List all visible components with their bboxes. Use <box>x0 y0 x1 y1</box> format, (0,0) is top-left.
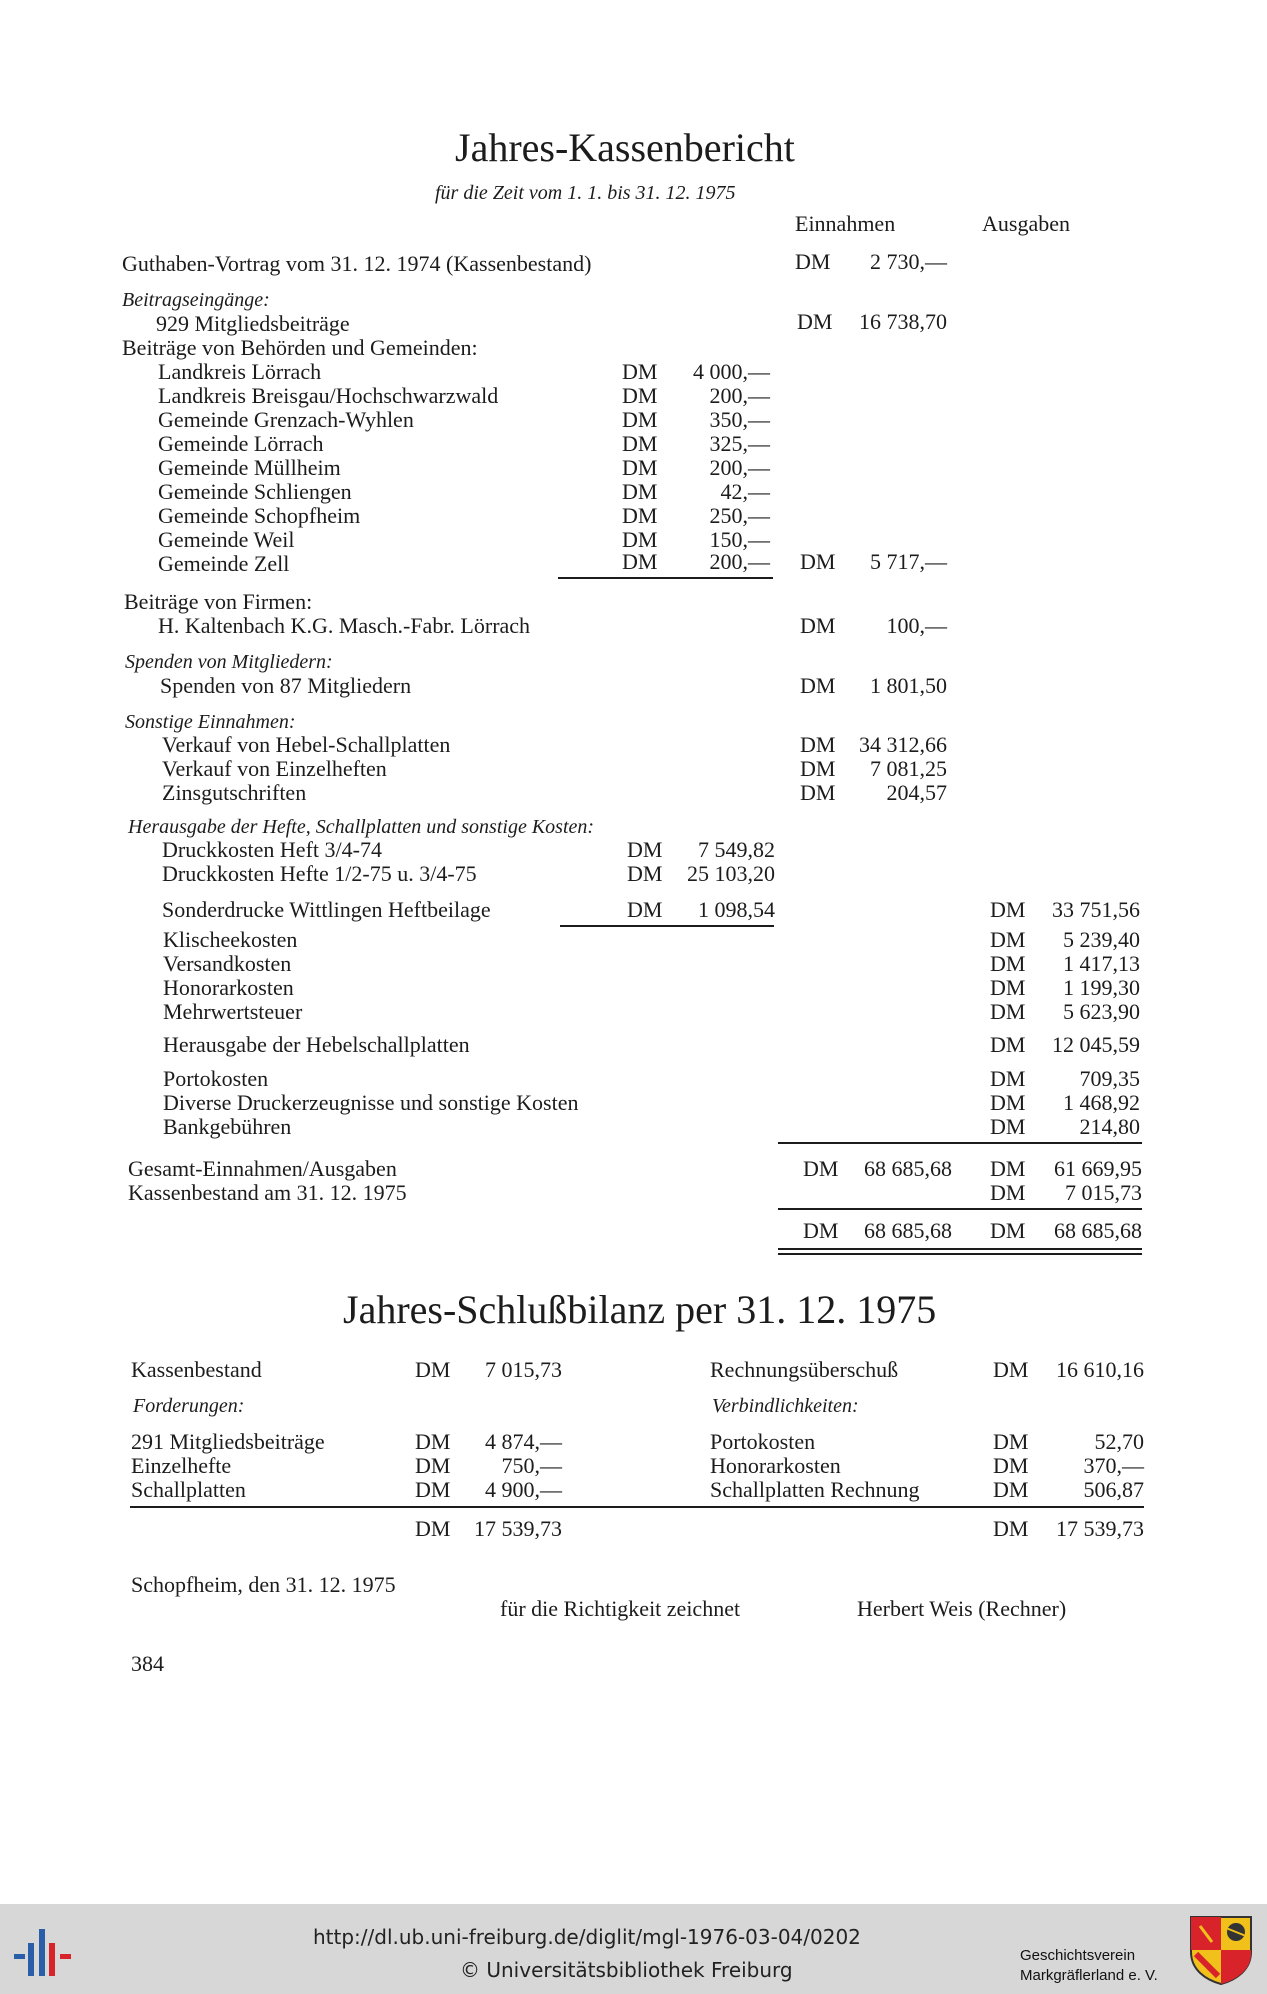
forderung-label: Einzelhefte <box>131 1453 232 1478</box>
behoerde-amount: 150,— <box>709 527 770 552</box>
sonstige-currency: DM <box>800 780 836 805</box>
sonstige-label: Zinsgutschriften <box>162 780 307 805</box>
behoerde-label: Landkreis Breisgau/Hochschwarzwald <box>158 383 499 408</box>
bilanz-ueberschuss-label: Rechnungsüberschuß <box>710 1357 899 1382</box>
final-einnahmen-currency: DM <box>803 1218 839 1243</box>
kosten-amount: 709,35 <box>1079 1066 1140 1091</box>
forderung-amount: 4 900,— <box>485 1477 562 1502</box>
verbindlichkeit-label: Portokosten <box>710 1429 816 1454</box>
verbindlichkeit-amount: 506,87 <box>1083 1477 1144 1502</box>
behoerde-currency: DM <box>622 359 658 384</box>
kosten-currency: DM <box>990 927 1026 952</box>
report-title: Jahres-Kassenbericht <box>455 125 795 170</box>
column-header-einnahmen: Einnahmen <box>795 211 896 236</box>
gesamt-einnahmen-currency: DM <box>803 1156 839 1181</box>
sonstige-heading: Sonstige Einnahmen: <box>125 711 296 733</box>
kosten-amount: 1 199,30 <box>1063 975 1140 1000</box>
final-double-rule-1 <box>778 1248 1142 1250</box>
forderung-label: 291 Mitgliedsbeiträge <box>131 1429 325 1454</box>
sonstige-currency: DM <box>800 756 836 781</box>
behoerde-amount: 200,— <box>709 383 770 408</box>
kassenbestand-label: Kassenbestand am 31. 12. 1975 <box>128 1180 407 1205</box>
bilanz-left-total-amount: 17 539,73 <box>474 1516 562 1541</box>
kosten-label: Honorarkosten <box>163 975 294 1000</box>
behoerde-label: Gemeinde Lörrach <box>158 431 324 456</box>
behoerde-currency: DM <box>622 431 658 456</box>
druck-total-currency: DM <box>990 897 1026 922</box>
guthaben-label: Guthaben-Vortrag vom 31. 12. 1974 (Kassenbestand) <box>122 251 592 276</box>
druck-label: Druckkosten Hefte 1/2-75 u. 3/4-75 <box>162 861 477 886</box>
forderungen-heading: Forderungen: <box>133 1395 245 1417</box>
mitglied-amount: 16 738,70 <box>859 309 947 334</box>
behoerde-amount: 200,— <box>709 455 770 480</box>
behoerde-amount: 250,— <box>709 503 770 528</box>
final-rule-top <box>778 1208 1142 1210</box>
hebel-amount: 12 045,59 <box>1052 1032 1140 1057</box>
kosten-label: Portokosten <box>163 1066 269 1091</box>
verbindlichkeit-currency: DM <box>993 1477 1029 1502</box>
kassenbestand-amount: 7 015,73 <box>1065 1180 1142 1205</box>
column-header-ausgaben: Ausgaben <box>982 211 1070 236</box>
behoerde-amount: 325,— <box>709 431 770 456</box>
spenden-heading: Spenden von Mitgliedern: <box>125 651 333 673</box>
firma-label: H. Kaltenbach K.G. Masch.-Fabr. Lörrach <box>158 613 531 638</box>
sonstige-currency: DM <box>800 732 836 757</box>
verbindlichkeit-currency: DM <box>993 1453 1029 1478</box>
ub-logo <box>14 1916 76 1982</box>
kosten-amount: 5 239,40 <box>1063 927 1140 952</box>
druck-subtotal-rule <box>560 925 774 927</box>
herausgabe-heading: Herausgabe der Hefte, Schallplatten und sonstige Kosten: <box>128 816 595 838</box>
final-ausgaben-amount: 68 685,68 <box>1054 1218 1142 1243</box>
behoerde-currency: DM <box>622 527 658 552</box>
kosten-currency: DM <box>990 1090 1026 1115</box>
forderung-label: Schallplatten <box>131 1477 246 1502</box>
druck-currency: DM <box>627 897 663 922</box>
druck-currency: DM <box>627 861 663 886</box>
place-date: Schopfheim, den 31. 12. 1975 <box>131 1572 396 1597</box>
bilanz-left-rule <box>130 1506 708 1508</box>
behoerde-amount: 42,— <box>720 479 770 504</box>
kosten-currency: DM <box>990 975 1026 1000</box>
verbindlichkeit-amount: 370,— <box>1083 1453 1144 1478</box>
beitrag-heading: Beitragseingänge: <box>122 289 270 311</box>
druck-currency: DM <box>627 837 663 862</box>
gesamt-ausgaben-currency: DM <box>990 1156 1026 1181</box>
hebel-currency: DM <box>990 1032 1026 1057</box>
forderung-amount: 4 874,— <box>485 1429 562 1454</box>
behoerde-label: Gemeinde Zell <box>158 551 290 576</box>
verbindlichkeit-currency: DM <box>993 1429 1029 1454</box>
behoerde-label: Gemeinde Weil <box>158 527 295 552</box>
bilanz-kassenbestand-label: Kassenbestand <box>131 1357 262 1382</box>
druck-total-amount: 33 751,56 <box>1052 897 1140 922</box>
final-ausgaben-currency: DM <box>990 1218 1026 1243</box>
hebel-label: Herausgabe der Hebelschallplatten <box>163 1032 470 1057</box>
druck-label: Sonderdrucke Wittlingen Heftbeilage <box>162 897 491 922</box>
ub-logo-mark <box>14 1916 76 1982</box>
mitglied-currency: DM <box>797 309 833 334</box>
page-number: 384 <box>131 1651 164 1676</box>
forderung-currency: DM <box>415 1453 451 1478</box>
sonstige-label: Verkauf von Einzelheften <box>162 756 387 781</box>
signatory-name: Herbert Weis (Rechner) <box>857 1596 1067 1621</box>
kosten-label: Klischeekosten <box>163 927 298 952</box>
kosten-currency: DM <box>990 1066 1026 1091</box>
bilanz-kassenbestand-amount: 7 015,73 <box>485 1357 562 1382</box>
bilanz-kassenbestand-currency: DM <box>415 1357 451 1382</box>
druck-amount: 7 549,82 <box>698 837 775 862</box>
kosten-currency: DM <box>990 999 1026 1024</box>
sonstige-label: Verkauf von Hebel-Schallplatten <box>162 732 451 757</box>
footer-url[interactable]: http://dl.ub.uni-freiburg.de/diglit/mgl-1976-03-04/0202 <box>313 1925 861 1949</box>
behoerde-label: Gemeinde Schliengen <box>158 479 352 504</box>
footer-bar <box>0 1904 1267 1994</box>
totals-rule <box>778 1142 1142 1144</box>
behoerde-amount: 200,— <box>709 549 770 574</box>
report-subtitle: für die Zeit vom 1. 1. bis 31. 12. 1975 <box>435 182 736 204</box>
kosten-amount: 5 623,90 <box>1063 999 1140 1024</box>
sonstige-amount: 7 081,25 <box>870 756 947 781</box>
bilanz-left-total-currency: DM <box>415 1516 451 1541</box>
behoerde-amount: 4 000,— <box>693 359 770 384</box>
forderung-currency: DM <box>415 1477 451 1502</box>
gesamt-einnahmen-amount: 68 685,68 <box>864 1156 952 1181</box>
forderung-currency: DM <box>415 1429 451 1454</box>
behoerde-currency: DM <box>622 479 658 504</box>
sonstige-amount: 34 312,66 <box>859 732 947 757</box>
footer-copyright: © Universitätsbibliothek Freiburg <box>460 1958 793 1982</box>
bilanz-ueberschuss-currency: DM <box>993 1357 1029 1382</box>
footer-org-line1: Geschichtsverein <box>1020 1947 1136 1964</box>
kosten-amount: 1 468,92 <box>1063 1090 1140 1115</box>
behoerden-total-amount: 5 717,— <box>870 549 947 574</box>
guthaben-currency: DM <box>795 249 831 274</box>
mitglied-label: 929 Mitgliedsbeiträge <box>156 311 350 336</box>
behoerde-currency: DM <box>622 455 658 480</box>
richtigkeit-text: für die Richtigkeit zeichnet <box>500 1596 741 1621</box>
firma-currency: DM <box>800 613 836 638</box>
bilanz-title: Jahres-Schlußbilanz per 31. 12. 1975 <box>343 1287 937 1332</box>
footer-org-line2: Markgräflerland e. V. <box>1020 1967 1158 1984</box>
behoerden-subtotal-rule <box>558 577 773 579</box>
kosten-label: Versandkosten <box>163 951 292 976</box>
behoerde-currency: DM <box>622 383 658 408</box>
behoerde-currency: DM <box>622 549 658 574</box>
kosten-currency: DM <box>990 1114 1026 1139</box>
gesamt-ausgaben-amount: 61 669,95 <box>1054 1156 1142 1181</box>
behoerden-total-currency: DM <box>800 549 836 574</box>
kosten-label: Diverse Druckerzeugnisse und sonstige Kosten <box>163 1090 579 1115</box>
firma-amount: 100,— <box>886 613 947 638</box>
behoerde-label: Gemeinde Grenzach-Wyhlen <box>158 407 414 432</box>
behoerde-label: Landkreis Lörrach <box>158 359 322 384</box>
forderung-amount: 750,— <box>501 1453 562 1478</box>
kosten-label: Mehrwertsteuer <box>163 999 303 1024</box>
spenden-amount: 1 801,50 <box>870 673 947 698</box>
behoerde-amount: 350,— <box>709 407 770 432</box>
behoerde-label: Gemeinde Schopfheim <box>158 503 361 528</box>
behoerden-heading: Beiträge von Behörden und Gemeinden: <box>122 335 478 360</box>
druck-amount: 25 103,20 <box>687 861 775 886</box>
spenden-currency: DM <box>800 673 836 698</box>
kosten-amount: 1 417,13 <box>1063 951 1140 976</box>
spenden-label: Spenden von 87 Mitgliedern <box>160 673 412 698</box>
final-einnahmen-amount: 68 685,68 <box>864 1218 952 1243</box>
druck-label: Druckkosten Heft 3/4-74 <box>162 837 382 862</box>
kosten-label: Bankgebühren <box>163 1114 292 1139</box>
gesamt-label: Gesamt-Einnahmen/Ausgaben <box>128 1156 397 1181</box>
coat-of-arms-icon <box>1188 1914 1254 1986</box>
verbindlichkeit-amount: 52,70 <box>1094 1429 1144 1454</box>
final-double-rule-2 <box>778 1253 1142 1255</box>
guthaben-amount: 2 730,— <box>870 249 947 274</box>
behoerde-currency: DM <box>622 407 658 432</box>
kassenbestand-currency: DM <box>990 1180 1026 1205</box>
verbindlichkeit-label: Honorarkosten <box>710 1453 841 1478</box>
bilanz-ueberschuss-amount: 16 610,16 <box>1056 1357 1144 1382</box>
firmen-heading: Beiträge von Firmen: <box>124 589 313 614</box>
kosten-amount: 214,80 <box>1079 1114 1140 1139</box>
verbindlichkeiten-heading: Verbindlichkeiten: <box>712 1395 859 1417</box>
bilanz-right-total-currency: DM <box>993 1516 1029 1541</box>
behoerde-label: Gemeinde Müllheim <box>158 455 341 480</box>
druck-amount: 1 098,54 <box>698 897 775 922</box>
bilanz-right-rule <box>708 1506 1144 1508</box>
kosten-currency: DM <box>990 951 1026 976</box>
behoerde-currency: DM <box>622 503 658 528</box>
sonstige-amount: 204,57 <box>886 780 947 805</box>
verbindlichkeit-label: Schallplatten Rechnung <box>710 1477 920 1502</box>
bilanz-right-total-amount: 17 539,73 <box>1056 1516 1144 1541</box>
